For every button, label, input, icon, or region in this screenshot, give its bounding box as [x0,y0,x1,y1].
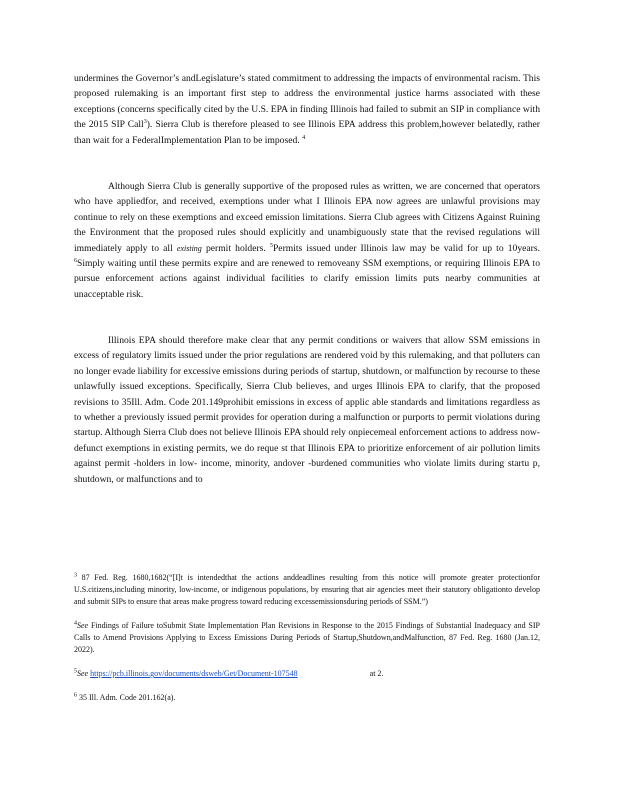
footnotes-section [74,572,540,716]
footnote-text: 35 Ill. Adm. Code 201.162(a). [79,693,176,702]
emphasis-existing: existing [176,243,202,253]
body-paragraph-3 [74,333,540,487]
footnote-number: 4 [74,620,77,627]
paragraph-text: Illinois EPA should therefore make clear that any permit conditions or waivers that allow SSM emissions in excess of regulatory limits issued under the prior regulations are rendered void by this rulemaking, and that polluters can no longer evade liability for excessive emissions during periods of startup, shutdown, or malfunction by recourse to these unlawfully issued exceptions. Specifically, Sierra Club believes, and urges Illinois EPA to clarify, that the proposed revisions to 35Ill. Adm. Code 201.149prohibit emissions in excess of applic able standards and limitations regardless as to whether a previously issued permit provides for operation during a malfunction or purports to permit violations during startup. Although Sierra Club does not believe Illinois EPA should rely onpiecemeal enforcement actions to address now-defunct exemptions in existing permits, we do reque st that Illinois EPA to prioritize enforcement of air pollution limits against permit -holders in low- income, minority, andover -burdened communities who violate limits during startu p, shutdown, or malfunctions and to [74,335,540,485]
footnote-ref-4[interactable]: 4 [302,134,306,141]
footnote-3 [74,572,540,608]
footnote-link[interactable]: https://pcb.illinois.gov/documents/dsweb/Get/Document-107548 [90,669,298,678]
footnote-number: 5 [74,668,77,675]
footnote-text: 87 Fed. Reg. 1680,1682(“[I]t is intendedthat the actions anddeadlines resulting from this notice will promote greater protectionfor U.S.citizens,including minority, low-income, or indigenous populations, by ensuring that air agencies meet their statutory obligationto develop and submit SIPs to ensure that areas make progress toward reducing excessemissionsduring periods of SSM.”) [74,573,540,606]
paragraph-text: Simply waiting until these permits expire and are renewed to removeany SSM exemptions, or requiring Illinois EPA to pursue enforcement actions against individual facilities to clarify emission limits puts nearby communities at unacceptable risk. [74,258,540,300]
body-paragraph-1 [74,71,540,148]
paragraph-text: ). Sierra Club is therefore pleased to see Illinois EPA address this problem,however belatedly, rather than wait for a FederalImplementation Plan to be imposed. [74,119,541,146]
footnote-4 [74,620,540,656]
footnote-pinpoint: at 2. [369,669,384,678]
paragraph-text: Permits issued under Illinois law may be valid for up to 10years. [272,242,540,254]
paragraph-text: permit holders. [205,242,266,254]
footnote-6 [74,692,540,704]
paragraph-text: Although Sierra Club is generally supportive of the proposed rules as written, we are concerned that operators who have appliedfor, and received, exemptions under what I Illinois EPA now agrees are unlawful provisions may continue to rely on these exemptions and exceed emission limitations. Sierra Club agrees with Citizens Against Ruining the Environment that the proposed rules should explicitly and unambiguously state that the revised regulations will immediately apply to all [74,181,540,254]
footnote-number: 3 [74,572,77,579]
footnote-ref-6[interactable]: 6 [74,257,77,264]
footnote-5 [74,668,540,680]
footnote-text: Findings of Failure toSubmit State Implementation Plan Revisions in Response to the 2015 Findings of Substantial Inadequacy and SIP Calls to Amend Provisions Applying to Excess Emissions During Periods of Startup,Shutdown,andMalfunction, 87 Fed. Reg. 1680 (Jan.12, 2022). [74,621,540,654]
footnote-ref-3[interactable]: 3 [143,119,147,126]
footnote-see: See [77,669,89,678]
footnote-see: See [77,621,89,630]
body-paragraph-2 [74,179,540,302]
footnote-number: 6 [74,692,77,699]
footnote-ref-5[interactable]: 5 [269,242,273,249]
paragraph-text: undermines the Governor’s andLegislature’s stated commitment to addressing the impacts of environmental racism. This proposed rulemaking is an important first step to address the environmental justice harms associated with these exceptions (concerns specifically cited by the U.S. EPA in finding Illinois had failed to submit an SIP in compliance with the 2015 SIP Call [74,73,540,131]
